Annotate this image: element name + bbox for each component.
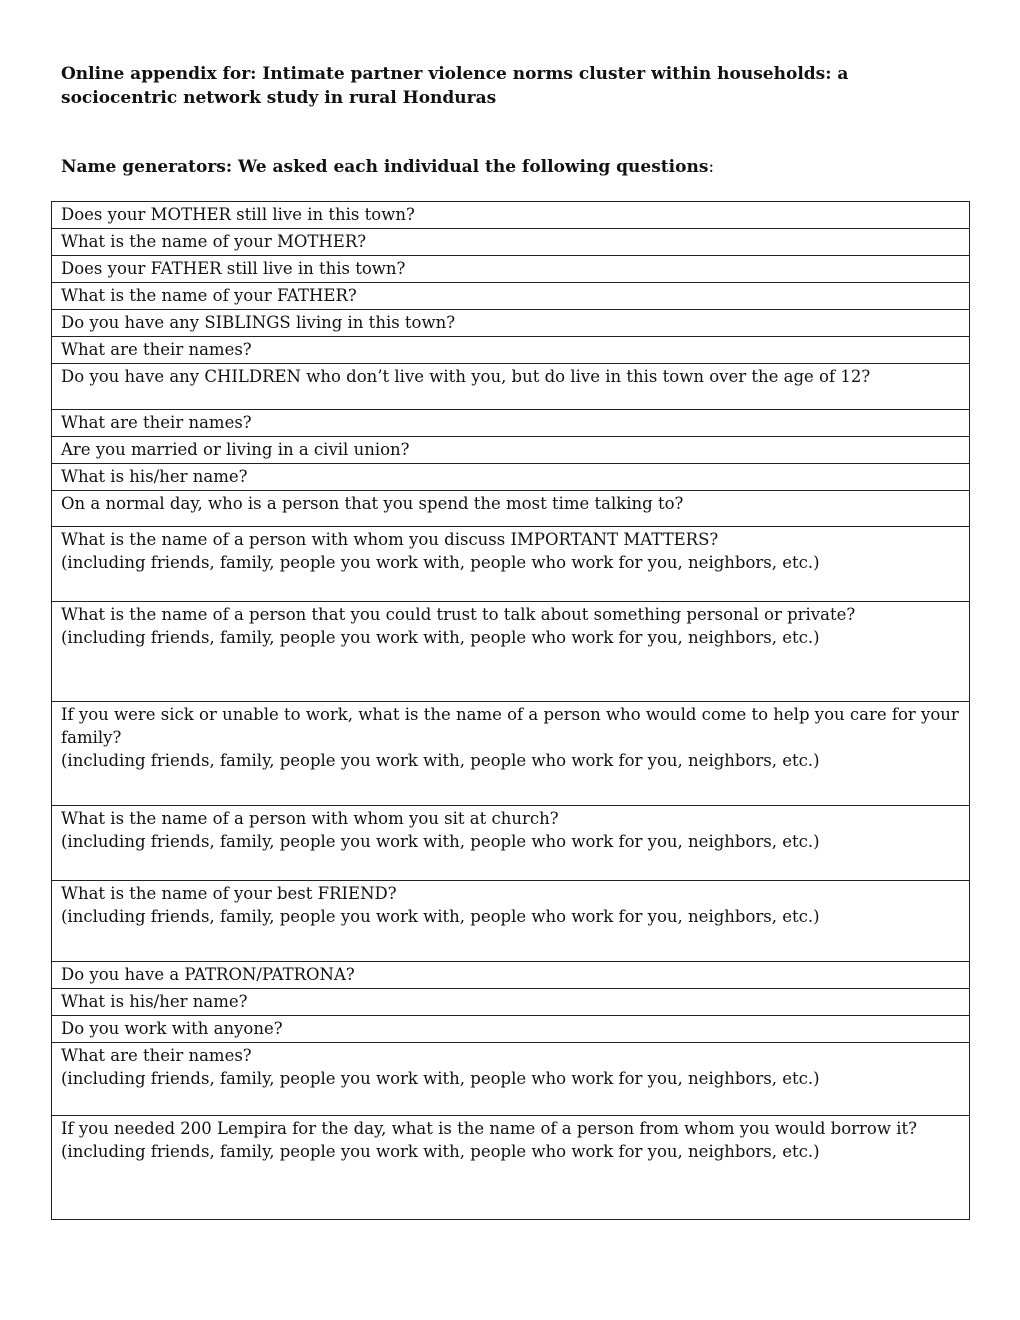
table-row xyxy=(52,491,970,527)
question-cell xyxy=(52,310,970,337)
section-heading xyxy=(61,155,961,179)
table-row xyxy=(52,310,970,337)
question-cell xyxy=(52,1016,970,1043)
table-row xyxy=(52,437,970,464)
question-text: What is the name of a person with whom you discuss IMPORTANT MATTERS? xyxy=(61,530,719,549)
question-text: What is his/her name? xyxy=(61,467,248,486)
table-row xyxy=(52,1116,970,1220)
question-note: (including friends, family, people you work with, people who work for you, neighbors, etc.) xyxy=(61,1069,820,1088)
question-cell xyxy=(52,283,970,310)
table-row xyxy=(52,256,970,283)
question-cell xyxy=(52,881,970,962)
question-cell xyxy=(52,464,970,491)
question-text: What is the name of your best FRIEND? xyxy=(61,884,397,903)
table-row xyxy=(52,202,970,229)
table-row xyxy=(52,1043,970,1116)
question-cell xyxy=(52,702,970,806)
question-text: Do you have a PATRON/PATRONA? xyxy=(61,965,355,984)
question-note: (including friends, family, people you work with, people who work for you, neighbors, etc.) xyxy=(61,553,820,572)
question-text: What are their names? xyxy=(61,1046,252,1065)
document-title: Online appendix for: Intimate partner violence norms cluster within households: a sociocentric network study in rural Honduras xyxy=(61,64,849,108)
table-row xyxy=(52,410,970,437)
question-cell xyxy=(52,1116,970,1220)
question-cell xyxy=(52,364,970,410)
table-row xyxy=(52,602,970,702)
question-text: What is the name of a person that you could trust to talk about something personal or private? xyxy=(61,605,856,624)
question-note: (including friends, family, people you work with, people who work for you, neighbors, etc.) xyxy=(61,751,820,770)
question-text: What is the name of a person with whom you sit at church? xyxy=(61,809,559,828)
question-cell xyxy=(52,410,970,437)
section-heading-colon: : xyxy=(708,157,715,177)
question-text: What is the name of your MOTHER? xyxy=(61,232,367,251)
question-text: What are their names? xyxy=(61,413,252,432)
table-row xyxy=(52,364,970,410)
question-text: On a normal day, who is a person that you spend the most time talking to? xyxy=(61,494,684,513)
question-text: Are you married or living in a civil union? xyxy=(61,440,410,459)
table-row xyxy=(52,527,970,602)
table-row xyxy=(52,881,970,962)
table-row xyxy=(52,337,970,364)
questions-table xyxy=(51,201,970,1220)
question-text: Do you have any SIBLINGS living in this town? xyxy=(61,313,456,332)
table-row xyxy=(52,229,970,256)
question-note: (including friends, family, people you work with, people who work for you, neighbors, etc.) xyxy=(61,907,820,926)
question-cell xyxy=(52,989,970,1016)
question-cell xyxy=(52,437,970,464)
question-text: What are their names? xyxy=(61,340,252,359)
table-row xyxy=(52,1016,970,1043)
question-cell xyxy=(52,491,970,527)
question-text: Does your FATHER still live in this town? xyxy=(61,259,406,278)
table-row xyxy=(52,962,970,989)
question-text: If you were sick or unable to work, what is the name of a person who would come to help you care for your family? xyxy=(61,705,959,747)
question-cell xyxy=(52,806,970,881)
question-text: Does your MOTHER still live in this town? xyxy=(61,205,415,224)
question-cell xyxy=(52,1043,970,1116)
question-text: What is his/her name? xyxy=(61,992,248,1011)
question-cell xyxy=(52,202,970,229)
question-note: (including friends, family, people you work with, people who work for you, neighbors, etc.) xyxy=(61,832,820,851)
question-text: What is the name of your FATHER? xyxy=(61,286,357,305)
question-cell xyxy=(52,337,970,364)
table-row xyxy=(52,283,970,310)
table-row xyxy=(52,989,970,1016)
question-text: Do you work with anyone? xyxy=(61,1019,283,1038)
question-cell xyxy=(52,602,970,702)
question-note: (including friends, family, people you work with, people who work for you, neighbors, etc.) xyxy=(61,1142,820,1161)
table-row xyxy=(52,464,970,491)
question-note: (including friends, family, people you work with, people who work for you, neighbors, etc.) xyxy=(61,628,820,647)
question-cell xyxy=(52,229,970,256)
question-cell xyxy=(52,256,970,283)
question-text: Do you have any CHILDREN who don’t live with you, but do live in this town over the age of 12? xyxy=(61,367,871,386)
question-text: If you needed 200 Lempira for the day, what is the name of a person from whom you would borrow it? xyxy=(61,1119,917,1138)
question-cell xyxy=(52,527,970,602)
table-row xyxy=(52,702,970,806)
question-cell xyxy=(52,962,970,989)
table-row xyxy=(52,806,970,881)
section-heading-text: Name generators: We asked each individual the following questions xyxy=(61,157,709,177)
